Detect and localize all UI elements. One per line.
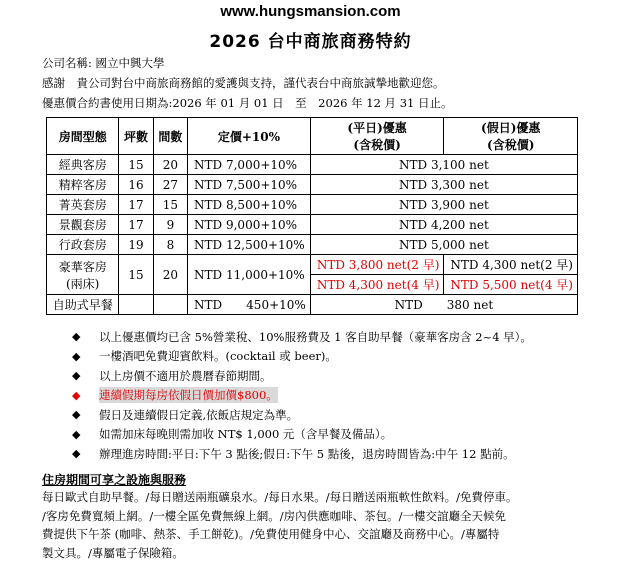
- room-type: 經典客房: [47, 155, 119, 175]
- room-size: [119, 295, 153, 315]
- header-holiday-tax: (含稅價): [487, 138, 535, 152]
- breakfast-row: [47, 295, 578, 315]
- luxury-type-name: 豪華客房: [58, 259, 107, 274]
- header-weekday-rate: [310, 118, 444, 155]
- table-row: [47, 235, 578, 255]
- rack-rate: NTD 8,500+10%: [188, 195, 311, 215]
- room-count: 9: [153, 215, 187, 235]
- room-size: 15: [119, 255, 153, 295]
- header-holiday-label: (假日)優惠: [481, 121, 541, 135]
- note-text: 一樓酒吧免費迎賓飲料。(cocktail 或 beer)。: [99, 349, 337, 364]
- luxury-row: [47, 255, 578, 275]
- special-rate: NTD 3,300 net: [310, 175, 577, 195]
- company-name: 國立中興大學: [95, 56, 165, 70]
- validity-line: 優惠價合約書使用日期為:2026 年 01 月 01 日 至 2026 年 12 月 31 日止。: [42, 96, 453, 110]
- services-line: 每日歐式自助早餐。/每日贈送兩瓶礦泉水。/每日水果。/每日贈送兩瓶軟性飲料。/免費停車。: [42, 490, 518, 504]
- hotel-website-url: www.hungsmansion.com: [220, 3, 401, 20]
- services-line: 製文具。/專屬電子保險箱。: [42, 545, 184, 560]
- list-item: [72, 347, 532, 367]
- diamond-bullet-icon: ◆: [72, 447, 81, 461]
- services-text: [42, 488, 602, 562]
- diamond-bullet-icon: ◆: [72, 427, 81, 441]
- room-count: 20: [153, 155, 187, 175]
- special-rate: NTD 380 net: [310, 295, 577, 315]
- room-type: 菁英套房: [47, 195, 119, 215]
- list-item: [72, 405, 532, 425]
- weekday-rate-4-breakfast: NTD 4,300 net(4 早): [310, 275, 444, 295]
- table-row: [47, 155, 578, 175]
- room-count: 27: [153, 175, 187, 195]
- list-item: [72, 444, 532, 464]
- rack-rate: NTD 12,500+10%: [188, 235, 311, 255]
- table-row: [47, 215, 578, 235]
- room-size: 16: [119, 175, 153, 195]
- header-size: 坪數: [119, 118, 153, 155]
- rack-rate: NTD 7,000+10%: [188, 155, 311, 175]
- header-count: 間數: [153, 118, 187, 155]
- header-room-type: 房間型態: [47, 118, 119, 155]
- holiday-rate-2-breakfast: NTD 4,300 net(2 早): [444, 255, 578, 275]
- rate-table-header-row: [47, 118, 578, 155]
- list-item: [72, 327, 532, 347]
- rate-table: [46, 117, 578, 315]
- luxury-type-beds: (兩床): [66, 276, 100, 291]
- special-rate: NTD 4,200 net: [310, 215, 577, 235]
- note-text: 以上優惠價均已含 5%營業稅、10%服務費及 1 客自助早餐（豪華客房含 2~4 早）。: [99, 329, 532, 344]
- note-text: 如需加床每晚則需加收 NT$ 1,000 元（含早餐及備品）。: [99, 427, 393, 442]
- header-weekday-label: (平日)優惠: [347, 121, 407, 135]
- table-row: [47, 195, 578, 215]
- special-rate: NTD 3,900 net: [310, 195, 577, 215]
- header-holiday-rate: [444, 118, 578, 155]
- room-size: 17: [119, 195, 153, 215]
- room-type: 行政套房: [47, 235, 119, 255]
- room-type: 自助式早餐: [47, 295, 119, 315]
- diamond-bullet-icon: ◆: [72, 369, 81, 383]
- room-type: 精粹客房: [47, 175, 119, 195]
- table-row: [47, 175, 578, 195]
- note-text-highlighted: 連續假期每房依假日價加價$800。: [99, 388, 278, 403]
- diamond-bullet-icon: ◆: [72, 388, 81, 402]
- rack-rate: NTD 7,500+10%: [188, 175, 311, 195]
- services-line: /客房免費寬頻上網。/一樓全區免費無線上網。/房內供應咖啡、茶包。/一樓交誼廳全天候免: [42, 508, 506, 523]
- room-count: 15: [153, 195, 187, 215]
- document-title: 2026 台中商旅商務特約: [209, 32, 412, 52]
- room-count: 20: [153, 255, 187, 295]
- note-text: 假日及連續假日定義,依飯店規定為準。: [99, 407, 299, 422]
- notes-list: [72, 327, 532, 464]
- room-size: 17: [119, 215, 153, 235]
- room-type: [47, 255, 119, 295]
- list-item: [72, 386, 532, 406]
- room-count: [153, 295, 187, 315]
- diamond-bullet-icon: ◆: [72, 349, 81, 363]
- list-item: [72, 366, 532, 386]
- services-title: 住房期間可享之設施與服務: [42, 473, 187, 487]
- note-text: 以上房價不適用於農曆春節期間。: [99, 368, 272, 383]
- rack-rate: NTD 11,000+10%: [188, 255, 311, 295]
- special-rate: NTD 3,100 net: [310, 155, 577, 175]
- weekday-rate-2-breakfast: NTD 3,800 net(2 早): [310, 255, 444, 275]
- special-rate: NTD 5,000 net: [310, 235, 577, 255]
- header-rack-rate: 定價+10%: [188, 118, 311, 155]
- holiday-rate-4-breakfast: NTD 5,500 net(4 早): [444, 275, 578, 295]
- header-weekday-tax: (含稅價): [353, 138, 401, 152]
- services-line: 費提供下午茶 (咖啡、熱茶、手工餅乾)。/免費使用健身中心、交誼廳及商務中心。/專屬特: [42, 527, 500, 541]
- room-size: 19: [119, 235, 153, 255]
- company-label: 公司名稱:: [42, 56, 92, 70]
- rack-rate: NTD 450+10%: [188, 295, 311, 315]
- thanks-line: 感謝 貴公司對台中商旅商務館的愛護與支持，謹代表台中商旅誠摯地歡迎您。: [42, 76, 445, 90]
- room-type: 景觀套房: [47, 215, 119, 235]
- diamond-bullet-icon: ◆: [72, 408, 81, 422]
- rack-rate: NTD 9,000+10%: [188, 215, 311, 235]
- note-text: 辦理進房時間:平日:下午 3 點後;假日:下午 5 點後，退房時間皆為:中午 12 點前。: [99, 446, 515, 461]
- room-count: 8: [153, 235, 187, 255]
- diamond-bullet-icon: ◆: [72, 330, 81, 344]
- room-size: 15: [119, 155, 153, 175]
- company-line: [42, 55, 165, 71]
- list-item: [72, 425, 532, 445]
